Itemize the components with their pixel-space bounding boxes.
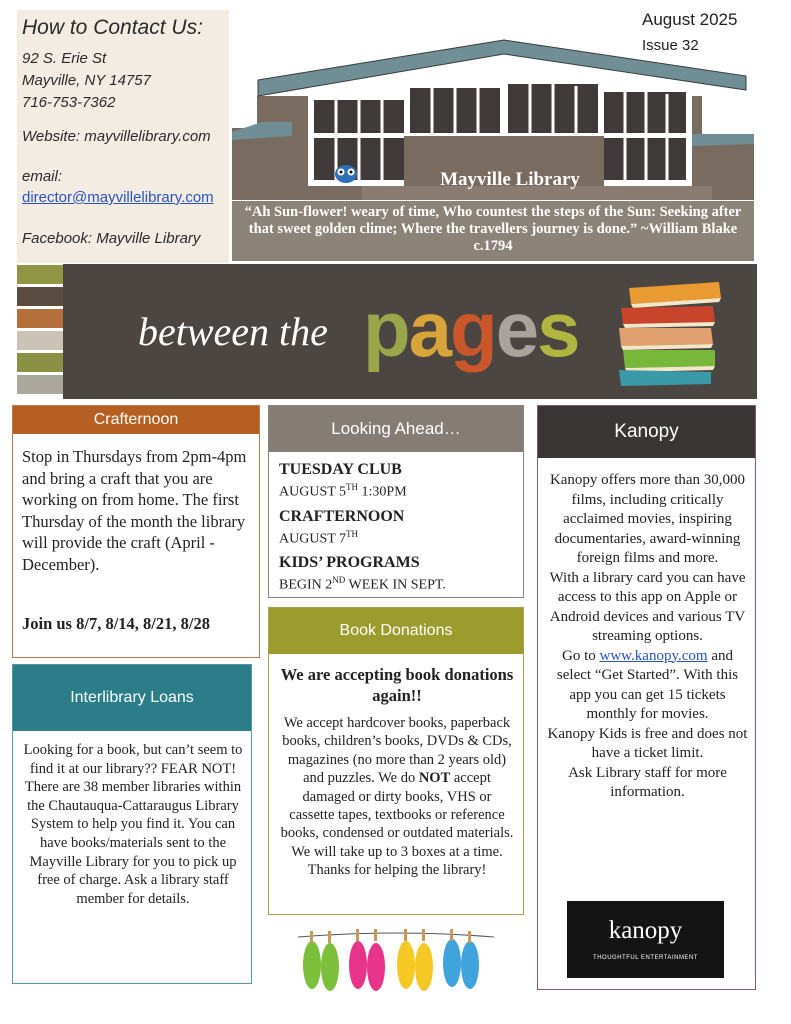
contact-city: Mayville, NY 14757 xyxy=(22,72,151,89)
kanopy-paragraph: Ask Library staff for more information. xyxy=(568,764,727,800)
color-stripe xyxy=(17,287,63,306)
banner-letter: g xyxy=(450,285,496,373)
contact-email-link[interactable]: director@mayvillelibrary.com xyxy=(22,189,214,206)
owl-icon xyxy=(335,165,357,183)
quote-banner: “Ah Sun-flower! weary of time, Who countest the steps of the Sun: Seeking after that sweet golden clime; Where the travellers journey is done.” ~William Blake c.1794 xyxy=(232,201,754,261)
contact-box xyxy=(17,10,229,263)
contact-title: How to Contact Us: xyxy=(22,16,203,39)
interlibrary-body: Looking for a book, but can’t seem to find it at our library?? FEAR NOT! There are 38 member libraries within the Chautauqua-Cattaraugus Library System to help you find it. You can have books/materials sent to the Mayville Library for you to pick up free of charge. Ask a library staff member for details. xyxy=(23,742,243,907)
event-name: KIDS’ PROGRAMS xyxy=(279,554,420,572)
kanopy-body xyxy=(546,471,749,803)
kanopy-paragraph: Go to www.kanopy.com and select “Get Started”. With this app you can get 15 tickets monthly for movies. xyxy=(556,647,739,722)
event-date: AUGUST 7TH xyxy=(279,528,359,547)
banner-letter: p xyxy=(363,285,409,373)
banner-title-pages xyxy=(363,284,578,375)
looking-ahead-title: Looking Ahead… xyxy=(269,406,523,452)
issue-date: August 2025 xyxy=(642,10,738,29)
kanopy-paragraph: Kanopy Kids is free and does not have a ticket limit. xyxy=(547,725,748,761)
interlibrary-title: Interlibrary Loans xyxy=(13,665,251,731)
kanopy-paragraph: With a library card you can have access to this app on Apple or Android devices and various TV streaming options. xyxy=(549,569,746,644)
crafternoon-panel xyxy=(12,405,260,658)
contact-street: 92 S. Erie St xyxy=(22,50,107,67)
flip-flops-illustration xyxy=(296,925,496,997)
donations-headline: We are accepting book donations again!! xyxy=(280,665,514,705)
event-date: AUGUST 5TH 1:30PM xyxy=(279,482,407,500)
color-stripe xyxy=(17,309,63,328)
event-name: TUESDAY CLUB xyxy=(279,461,402,478)
event-name: CRAFTERNOON xyxy=(279,507,405,525)
book-stack-icon xyxy=(615,280,725,386)
issue-number: Issue 32 xyxy=(642,37,699,54)
banner-prefix: between the xyxy=(138,309,328,354)
book-donations-panel xyxy=(268,607,524,915)
kanopy-link[interactable]: www.kanopy.com xyxy=(599,647,708,664)
kanopy-title: Kanopy xyxy=(538,406,755,458)
banner-letter: s xyxy=(537,285,579,373)
kanopy-logo-word: kanopy xyxy=(608,917,683,944)
banner-letter: a xyxy=(408,285,451,373)
event-date: BEGIN 2ND WEEK IN SEPT. xyxy=(279,575,446,593)
crafternoon-body: Stop in Thursdays from 2pm-4pm and bring a craft that you are working on from home. The first Thursday of the month the library will provide the craft (April - December). xyxy=(22,447,247,574)
color-stripe xyxy=(17,353,63,372)
contact-email-label: email: xyxy=(22,168,63,185)
library-name: Mayville Library xyxy=(440,169,580,190)
crafternoon-dates: Join us 8/7, 8/14, 8/21, 8/28 xyxy=(22,614,210,633)
looking-ahead-panel xyxy=(268,405,524,598)
color-stripe xyxy=(17,265,63,284)
contact-facebook: Facebook: Mayville Library xyxy=(22,230,201,247)
color-stripe xyxy=(17,331,63,350)
donations-body: We accept hardcover books, paperback books, children’s books, DVDs & CDs, magazines (no more than 2 years old) and puzzles. We do NOT accept damaged or dirty books, VHS or cassette tapes, textbooks or reference books, condensed or outdated materials. We will take up to 3 boxes at a time. Thanks for helping the library! xyxy=(280,715,514,879)
contact-website[interactable]: Website: mayvillelibrary.com xyxy=(22,128,211,145)
kanopy-paragraph: Kanopy offers more than 30,000 films, including critically acclaimed movies, inspiring documentaries, award-winning foreign films and more. xyxy=(549,472,746,566)
banner-letter: e xyxy=(495,285,538,373)
interlibrary-loans-panel xyxy=(12,664,252,984)
newsletter-banner xyxy=(63,264,757,399)
kanopy-panel xyxy=(537,405,756,990)
kanopy-logo-tagline: THOUGHTFUL ENTERTAINMENT xyxy=(593,955,698,961)
crafternoon-title: Crafternoon xyxy=(13,406,259,434)
contact-phone: 716-753-7362 xyxy=(22,94,116,111)
color-stripe xyxy=(17,375,63,394)
donations-title: Book Donations xyxy=(269,608,523,654)
kanopy-logo xyxy=(567,901,724,978)
